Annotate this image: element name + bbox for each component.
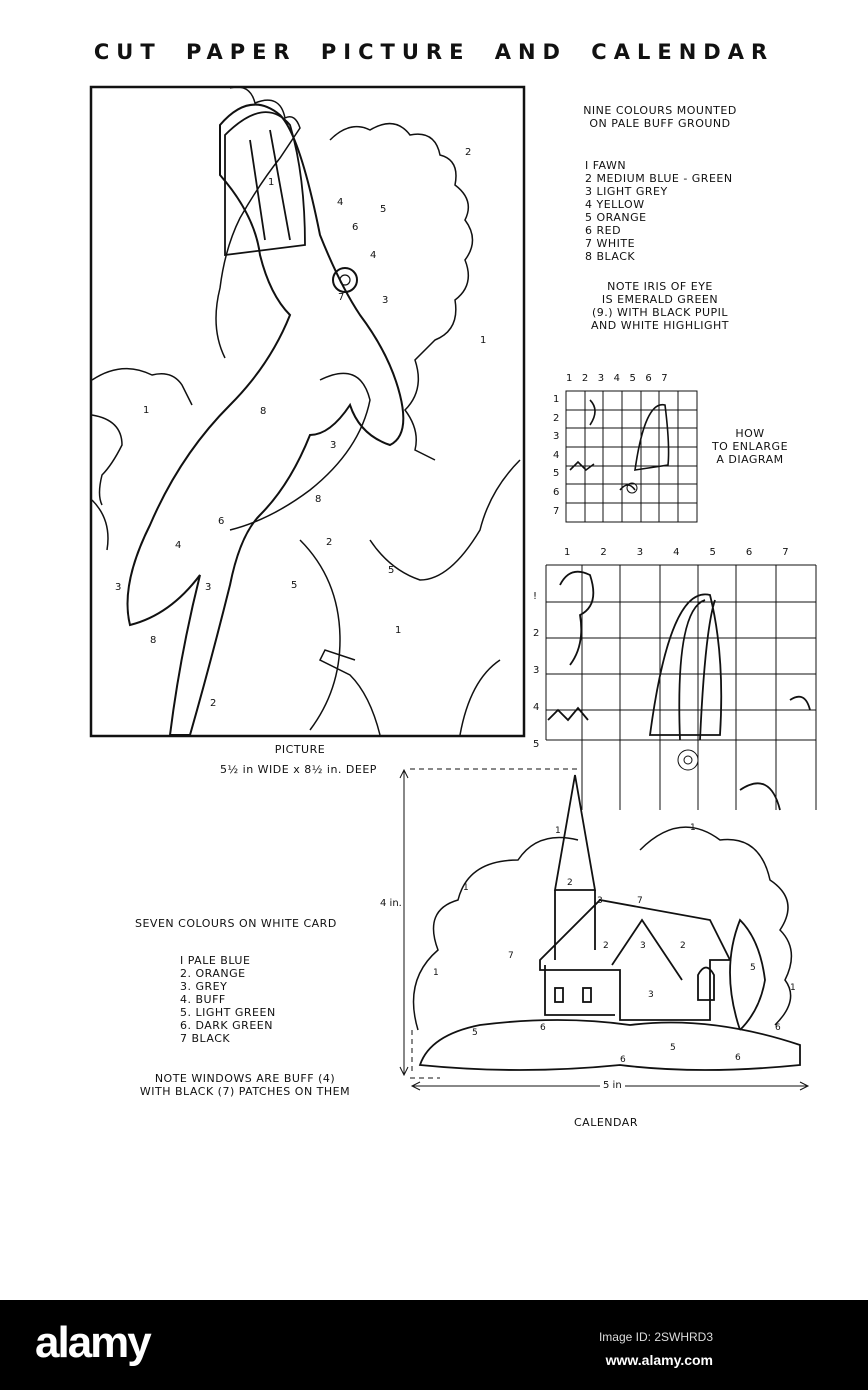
large-grid [546,565,816,810]
calendar-arrows [400,770,808,1090]
svg-text:2: 2 [326,537,333,548]
large-grid-columns [564,547,814,558]
svg-text:3: 3 [205,582,212,593]
colour-item: 6. DARK GREEN [180,1019,273,1032]
svg-text:2: 2 [567,878,573,888]
svg-text:2: 2 [210,698,217,709]
svg-text:4: 4 [175,540,182,551]
note-line: AND WHITE HIGHLIGHT [591,319,729,332]
bush-left [92,369,192,550]
svg-text:4: 4 [370,250,377,261]
colour-item: 7 BLACK [180,1032,231,1045]
colour-item: 6 RED [585,224,622,237]
colour-item: I PALE BLUE [180,954,251,967]
svg-text:8: 8 [150,635,157,646]
svg-text:3: 3 [597,896,603,906]
colour-item: 2 MEDIUM BLUE - GREEN [585,172,733,185]
row-label: 2 [553,412,560,424]
colour-item: 7 WHITE [585,237,636,250]
colour-item: 5 ORANGE [585,211,647,224]
church [414,775,801,1070]
svg-text:3: 3 [382,295,389,306]
picture-note [560,280,760,332]
bird-casque [225,112,305,255]
alamy-logo: alamy [35,1318,150,1367]
col-label: 4 [613,373,620,384]
label-line: A DIAGRAM [716,453,784,466]
note-line: (9.) WITH BLACK PUPIL [591,306,729,319]
svg-text:4: 4 [337,197,344,208]
calendar-caption: CALENDAR [574,1116,638,1129]
svg-text:5: 5 [472,1028,478,1038]
page-title: CUT PAPER PICTURE AND CALENDAR [93,40,775,64]
colour-item: 4. BUFF [180,993,226,1006]
small-grid [566,391,697,522]
col-label: 6 [745,547,753,558]
colour-item: I FAWN [585,159,627,172]
svg-text:3: 3 [640,941,646,951]
svg-text:1: 1 [790,983,796,993]
svg-text:6: 6 [620,1055,626,1065]
note-line: IS EMERALD GREEN [601,293,719,306]
bird-body [128,105,404,735]
col-label: 2 [581,373,589,384]
svg-text:1: 1 [395,625,402,636]
picture-size: 5½ in WIDE x 8½ in. DEEP [220,763,377,776]
calendar-width-label: 5 in [600,1080,625,1091]
svg-text:8: 8 [260,406,267,417]
svg-text:2: 2 [680,941,686,951]
watermark-footer [0,1300,868,1390]
svg-text:5: 5 [380,204,387,215]
col-label: 5 [629,373,636,384]
colour-item: 3 LIGHT GREY [585,185,668,198]
svg-text:1: 1 [690,823,696,833]
branch [300,460,520,735]
bird-wing [230,373,370,530]
colour-item: 8 BLACK [585,250,636,263]
svg-text:7: 7 [508,951,514,961]
svg-text:5: 5 [388,565,395,576]
col-label: 7 [661,373,668,384]
svg-text:1: 1 [555,826,561,836]
svg-text:1: 1 [480,335,487,346]
svg-text:7: 7 [338,292,345,303]
svg-text:1: 1 [268,177,275,188]
picture-caption: PICTURE [274,743,326,756]
row-label: 4 [533,702,540,713]
col-label: 3 [636,547,644,558]
site-url: www.alamy.com [605,1352,713,1368]
colour-item: 4 YELLOW [585,198,645,211]
col-label: 1 [564,547,571,558]
col-label: 7 [782,547,789,558]
svg-text:3: 3 [115,582,122,593]
svg-text:5: 5 [670,1043,676,1053]
col-label: 4 [673,547,680,558]
col-label: 2 [600,547,607,558]
svg-text:1: 1 [463,883,469,893]
svg-text:3: 3 [330,440,337,451]
svg-text:5: 5 [750,963,756,973]
svg-text:6: 6 [352,222,359,233]
large-grid-rows [533,578,539,763]
svg-text:2: 2 [603,941,609,951]
picture-region-numbers [115,147,486,709]
svg-text:2: 2 [465,147,472,158]
picture-colours-heading [560,104,760,130]
svg-text:5: 5 [291,580,298,591]
svg-text:7: 7 [637,896,643,906]
row-label: 3 [553,431,560,443]
enlarge-label [700,427,800,466]
col-label: 5 [709,547,716,558]
colour-item: 5. LIGHT GREEN [180,1006,276,1019]
label-line: TO ENLARGE [711,440,789,453]
row-label: 1 [553,394,560,405]
small-grid-rows [553,391,559,521]
note-line: NOTE WINDOWS ARE BUFF (4) [154,1072,336,1085]
row-label: ! [533,591,538,602]
svg-text:8: 8 [315,494,322,505]
col-label: 1 [566,373,573,384]
row-label: 7 [553,505,560,517]
row-label: 2 [533,628,540,639]
label-line: HOW [735,427,765,440]
col-label: 3 [597,373,605,384]
heading-line: ON PALE BUFF GROUND [589,117,731,130]
calendar-note [110,1072,380,1098]
svg-text:6: 6 [540,1023,546,1033]
note-line: NOTE IRIS OF EYE [607,280,713,293]
row-label: 5 [553,468,560,480]
colour-item: 2. ORANGE [180,967,246,980]
svg-text:1: 1 [143,405,150,416]
picture-colour-list [585,159,733,263]
row-label: 6 [553,486,560,498]
calendar-colour-list [180,954,276,1045]
row-label: 4 [553,449,560,461]
heading-line: NINE COLOURS MOUNTED [583,104,737,117]
calendar-colours-heading: SEVEN COLOURS ON WHITE CARD [135,917,337,930]
small-grid-columns [566,373,706,384]
col-label: 6 [645,373,652,384]
svg-text:6: 6 [775,1023,781,1033]
svg-text:1: 1 [433,968,439,978]
note-line: WITH BLACK (7) PATCHES ON THEM [139,1085,351,1098]
calendar-height-label: 4 in. [380,898,402,909]
svg-text:6: 6 [735,1053,741,1063]
row-label: 5 [533,739,540,750]
colour-item: 3. GREY [180,980,228,993]
row-label: 3 [533,665,540,676]
image-id: Image ID: 2SWHRD3 [598,1330,713,1344]
svg-text:6: 6 [218,516,225,527]
foliage-outline [216,87,473,460]
svg-text:3: 3 [648,990,654,1000]
